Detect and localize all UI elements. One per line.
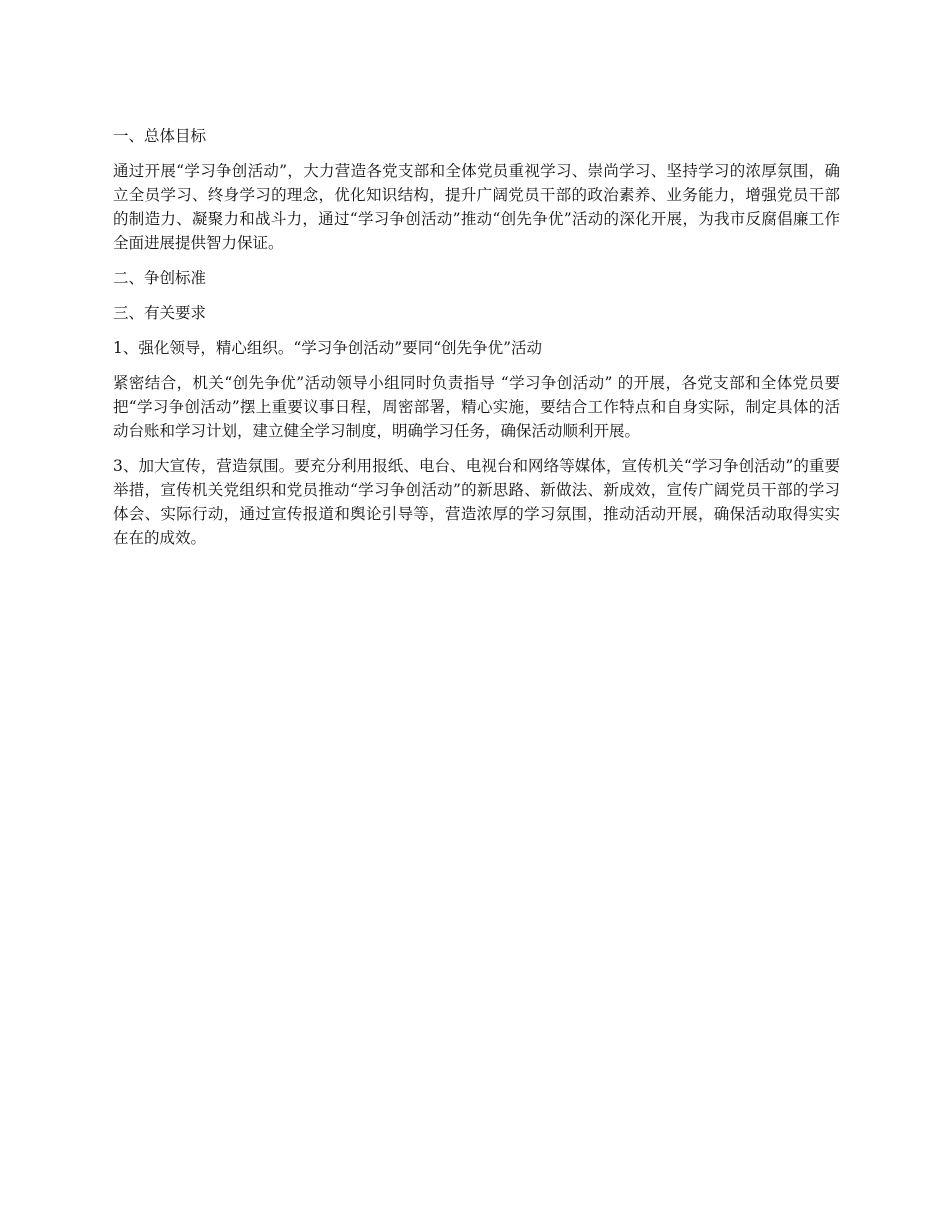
- paragraph-overall-goal: 通过开展“学习争创活动”，大力营造各党支部和全体党员重视学习、崇尚学习、坚持学习的浓厚氛围，确立全员学习、终身学习的理念，优化知识结构，提升广阔党员干部的政治素养、业务能力，增强党员干部的制造力、凝聚力和战斗力，通过“学习争创活动”推动“创先争优”活动的深化开展，为我市反腐倡廉工作全面进展提供智力保证。: [113, 162, 840, 252]
- paragraph-requirement-3: 3、加大宣传，营造氛围。要充分利用报纸、电台、电视台和网络等媒体，宣传机关“学习争创活动”的重要举措，宣传机关党组织和党员推动“学习争创活动”的新思路、新做法、新成效，宣传广阔党员干部的学习体会、实际行动，通过宣传报道和舆论引导等，营造浓厚的学习氛围，推动活动开展，确保活动取得实实在在的成效。: [113, 457, 840, 547]
- paragraph-requirement-1-continued: 紧密结合，机关“创先争优”活动领导小组同时负责指导 “学习争创活动” 的开展，各党支部和全体党员要把“学习争创活动”摆上重要议事日程，周密部署，精心实施，要结合工作特点和自身实际，制定具体的活动台账和学习计划，建立健全学习制度，明确学习任务，确保活动顺利开展。: [113, 374, 840, 440]
- section-heading-standards: 二、争创标准: [113, 269, 207, 287]
- section-heading-overall-goal: 一、总体目标: [113, 127, 207, 145]
- paragraph-requirement-1: 1、强化领导，精心组织。“学习争创活动”要同“创先争优”活动: [113, 339, 543, 357]
- document-body: [113, 124, 840, 561]
- section-heading-requirements: 三、有关要求: [113, 304, 207, 322]
